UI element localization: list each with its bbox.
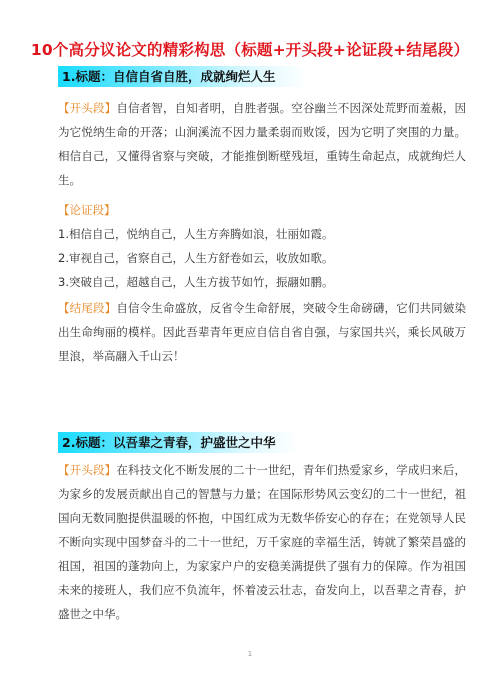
opening-text: 在科技文化不断发展的二十一世纪，青年们热爱家乡，学成归来后，为家乡的发展贡献出自己的智慧与力量；在国际形势风云变幻的二十一世纪，祖国向无数同胞提供温暖的怀抱，中国红成为无数华侨安心的存在；在党领导人民不断向实现中国梦奋斗的二十一世纪，万千家庭的幸福生活，铸就了繁荣昌盛的祖国，祖国的蓬勃向上，为家家户户的安稳美满提供了强有力的保障。作为祖国未来的接班人，我们应不负流年，怀着凌云壮志，奋发向上，以吾辈之青春，护盛世之中华。 [58, 463, 467, 621]
section-1-argument-tag [58, 198, 116, 222]
section-2-heading: 2.标题：以吾辈之青春，护盛世之中华 [58, 432, 298, 453]
argument-item-1: 1.相信自己，悦纳自己，人生方奔腾如浪，壮丽如霞。 [58, 227, 334, 241]
section-1-opening-paragraph [58, 96, 466, 192]
ending-text: 自信令生命盛放，反省令生命舒展，突破令生命磅礴，它们共同皴染出生命绚丽的模样。因此吾辈青年更应自信自省自强，与家国共兴，乘长风破万里浪，举高翮入千山云！ [58, 301, 467, 363]
argument-tag: 【论证段】 [58, 203, 116, 217]
opening-tag: 【开头段】 [58, 101, 117, 115]
section-2-opening-paragraph [58, 458, 466, 626]
argument-item-2: 2.审视自己，省察自己，人生方舒卷如云，收放如歌。 [58, 251, 334, 265]
ending-tag: 【结尾段】 [58, 301, 117, 315]
page-number: 1 [247, 650, 253, 658]
page-title: 10个高分议论文的精彩构思（标题+开头段+论证段+结尾段） [30, 41, 470, 59]
opening-tag: 【开头段】 [58, 463, 117, 477]
argument-item-3: 3.突破自己，超越自己，人生方拔节如竹，振翮如鹏。 [58, 275, 334, 289]
section-1-heading: 1.标题：自信自省自胜，成就绚烂人生 [58, 66, 308, 87]
opening-text: 自信者智，自知者明，自胜者强。空谷幽兰不因深处荒野而羞赧，因为它悦纳生命的开落；山涧溪流不因力量柔弱而败馁，因为它明了突围的力量。相信自己，又懂得省察与突破，才能推倒断壁残垣，重铸生命起点，成就绚烂人生。 [58, 101, 467, 187]
section-1-ending-paragraph [58, 296, 466, 368]
